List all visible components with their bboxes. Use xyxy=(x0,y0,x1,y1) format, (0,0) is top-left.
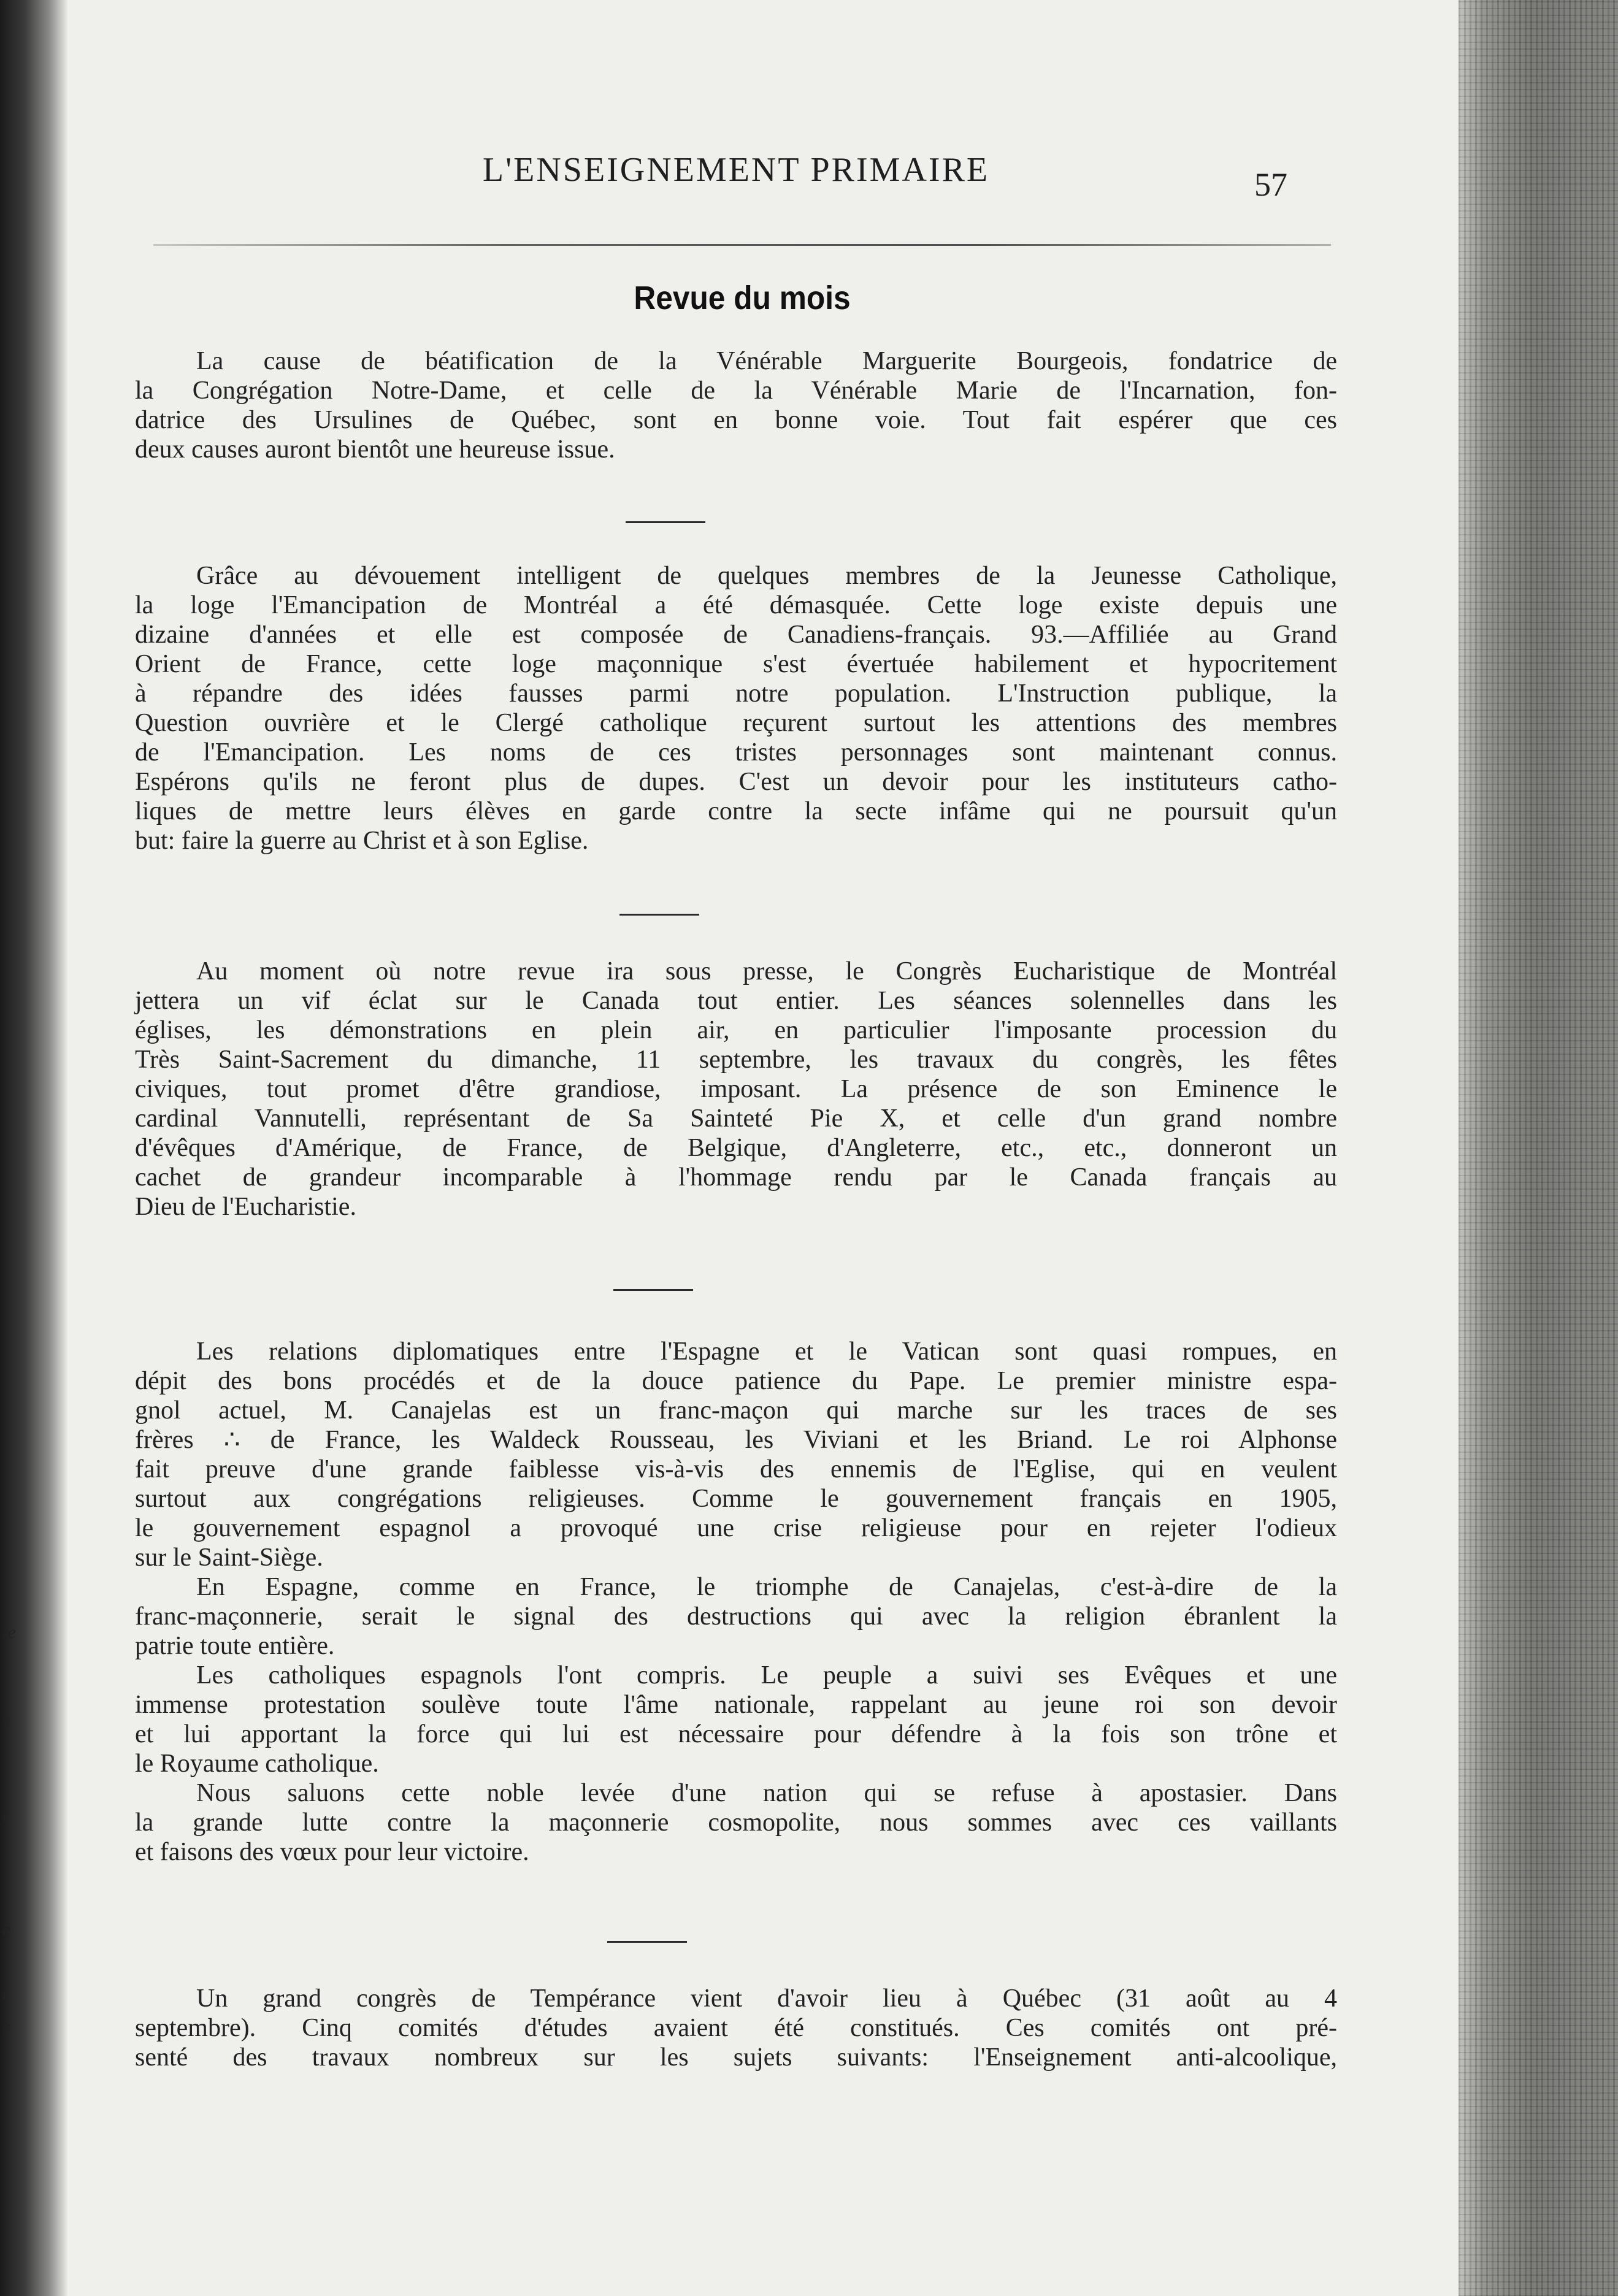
text-line: Question ouvrière et le Clergé catholique reçurent surtout les attentions des membres xyxy=(135,709,1337,737)
text-line: et faisons des vœux pour leur victoire. xyxy=(135,1838,529,1866)
margin-fragment: e xyxy=(2,1919,11,1940)
text-line: de l'Emancipation. Les noms de ces tristes personnages sont maintenant connus. xyxy=(135,738,1337,767)
text-line: à répandre des idées fausses parmi notre population. L'Instruction publique, la xyxy=(135,679,1337,708)
text-line: et lui apportant la force qui lui est nécessaire pour défendre à la fois son trône et xyxy=(135,1720,1337,1748)
text-line: églises, les démonstrations en plein air, en particulier l'imposante procession du xyxy=(135,1016,1337,1044)
text-line: Nous saluons cette noble levée d'une nation qui se refuse à apostasier. Dans xyxy=(196,1779,1337,1807)
text-line: Un grand congrès de Tempérance vient d'avoir lieu à Québec (31 août au 4 xyxy=(196,1984,1337,2013)
text-line: surtout aux congrégations religieuses. Comme le gouvernement français en 1905, xyxy=(135,1485,1337,1513)
text-line: cachet de grandeur incomparable à l'hommage rendu par le Canada français au xyxy=(135,1163,1337,1192)
text-line: civiques, tout promet d'être grandiose, imposant. La présence de son Eminence le xyxy=(135,1075,1337,1103)
text-line: d'évêques d'Amérique, de France, de Belgique, d'Angleterre, etc., etc., donneront un xyxy=(135,1134,1337,1162)
section-separator xyxy=(626,521,705,523)
text-line: senté des travaux nombreux sur les sujets suivants: l'Enseignement anti-alcoolique, xyxy=(135,2043,1337,2072)
text-line: Très Saint-Sacrement du dimanche, 11 septembre, les travaux du congrès, les fêtes xyxy=(135,1046,1337,1074)
next-page-edge xyxy=(1459,0,1618,2296)
section-separator xyxy=(619,914,699,916)
text-line: le gouvernement espagnol a provoqué une crise religieuse pour en rejeter l'odieux xyxy=(135,1514,1337,1542)
article-loge-emancipation xyxy=(135,561,1337,855)
text-line: sur le Saint-Siège. xyxy=(135,1544,323,1572)
text-line: En Espagne, comme en France, le triomphe de Canajelas, c'est-à-dire de la xyxy=(196,1573,1337,1601)
section-title: Revue du mois xyxy=(634,280,851,316)
text-line: Les catholiques espagnols l'ont compris. Le peuple a suivi ses Evêques et une xyxy=(196,1661,1337,1689)
article-beatification xyxy=(135,346,1337,464)
text-line: Les relations diplomatiques entre l'Espagne et le Vatican sont quasi rompues, en xyxy=(196,1337,1337,1366)
book-gutter-shadow xyxy=(0,0,67,2296)
text-line: but: faire la guerre au Christ et à son Eglise. xyxy=(135,827,589,855)
text-line: Grâce au dévouement intelligent de quelques membres de la Jeunesse Catholique, xyxy=(196,562,1337,590)
text-line: cardinal Vannutelli, représentant de Sa Sainteté Pie X, et celle d'un grand nombre xyxy=(135,1104,1337,1133)
text-line: franc-maçonnerie, serait le signal des destructions qui avec la religion ébranlent la xyxy=(135,1602,1337,1631)
text-line: gnol actuel, M. Canajelas est un franc-maçon qui marche sur les traces de ses xyxy=(135,1396,1337,1425)
running-header: L'ENSEIGNEMENT PRIMAIRE xyxy=(482,151,990,189)
text-line: la grande lutte contre la maçonnerie cosmopolite, nous sommes avec ces vaillants xyxy=(135,1808,1337,1837)
margin-fragment: t xyxy=(2,1984,8,2004)
margin-fragment: r xyxy=(2,2018,10,2038)
text-line: jettera un vif éclat sur le Canada tout entier. Les séances solennelles dans les xyxy=(135,987,1337,1015)
text-line: liques de mettre leurs élèves en garde contre la secte infâme qui ne poursuit qu'un xyxy=(135,797,1337,825)
text-line: septembre). Cinq comités d'études avaient été constitués. Ces comités ont pré- xyxy=(135,2014,1337,2042)
text-line: le Royaume catholique. xyxy=(135,1750,379,1778)
text-line: Dieu de l'Eucharistie. xyxy=(135,1193,356,1221)
text-line: datrice des Ursulines de Québec, sont en bonne voie. Tout fait espérer que ces xyxy=(135,406,1337,434)
header-rule xyxy=(153,244,1331,246)
text-line: frères ∴ de France, les Waldeck Rousseau, les Viviani et les Briand. Le roi Alphonse xyxy=(135,1426,1337,1454)
text-line: Orient de France, cette loge maçonnique s'est évertuée habilement et hypocritement xyxy=(135,650,1337,678)
margin-fragment: s xyxy=(2,1711,10,1731)
text-line: Espérons qu'ils ne feront plus de dupes. C'est un devoir pour les instituteurs catho- xyxy=(135,768,1337,796)
text-line: Au moment où notre revue ira sous presse, le Congrès Eucharistique de Montréal xyxy=(196,957,1337,985)
text-line: immense protestation soulève toute l'âme nationale, rappelant au jeune roi son devoir xyxy=(135,1691,1337,1719)
text-line: deux causes auront bientôt une heureuse issue. xyxy=(135,435,615,464)
article-espagne-vatican xyxy=(135,1337,1337,1867)
text-line: dizaine d'années et elle est composée de Canadiens-français. 93.—Affiliée au Grand xyxy=(135,621,1337,649)
text-line: fait preuve d'une grande faiblesse vis-à-vis des ennemis de l'Eglise, qui en veulent xyxy=(135,1455,1337,1483)
text-line: dépit des bons procédés et de la douce patience du Pape. Le premier ministre espa- xyxy=(135,1367,1337,1395)
article-congres-temperance xyxy=(135,1984,1337,2072)
article-congres-eucharistique xyxy=(135,957,1337,1222)
book-page xyxy=(2,0,1459,2296)
margin-fragment: t xyxy=(2,1806,8,1826)
section-separator xyxy=(607,1941,687,1943)
text-line: la Congrégation Notre-Dame, et celle de la Vénérable Marie de l'Incarnation, fon- xyxy=(135,377,1337,405)
section-separator xyxy=(613,1289,693,1291)
text-line: la loge l'Emancipation de Montréal a été démasquée. Cette loge existe depuis une xyxy=(135,591,1337,619)
text-line: patrie toute entière. xyxy=(135,1632,335,1660)
text-line: La cause de béatification de la Vénérable Marguerite Bourgeois, fondatrice de xyxy=(196,347,1337,375)
page-number: 57 xyxy=(1254,166,1287,203)
margin-fragment: le xyxy=(2,1622,16,1642)
